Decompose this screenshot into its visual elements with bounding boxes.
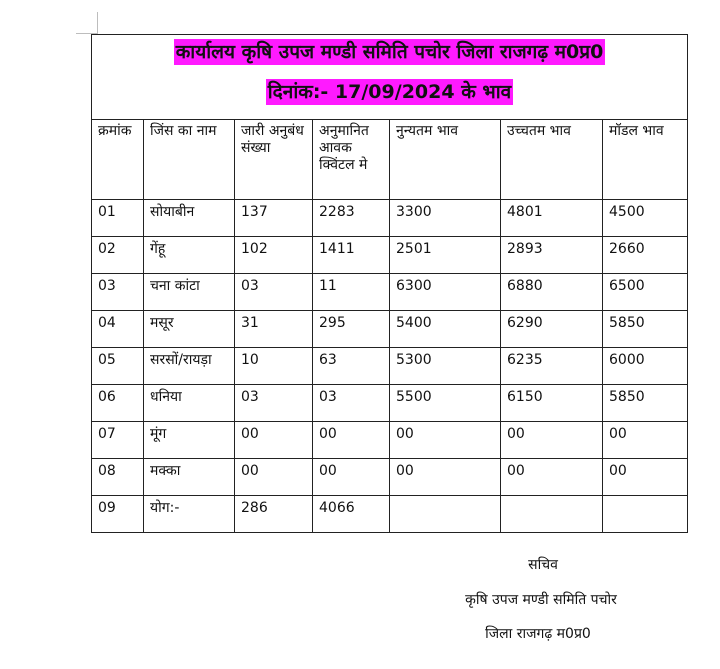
title-row (92, 35, 688, 120)
cell-contracts: 137 (235, 200, 313, 237)
cell-min-price: 5300 (390, 348, 501, 385)
cell-min-price (390, 496, 501, 533)
cell-commodity: मसूर (144, 311, 235, 348)
cell-arrival: 11 (313, 274, 390, 311)
cell-min-price: 00 (390, 459, 501, 496)
header-arrival: अनुमानित आवक क्विंटल मे (313, 120, 390, 200)
cell-min-price: 6300 (390, 274, 501, 311)
cell-serial: 05 (92, 348, 144, 385)
header-serial: क्रमांक (92, 120, 144, 200)
signatory-org: कृषि उपज मण्डी समिति पचोर (465, 592, 617, 608)
mandi-rates-table (91, 34, 688, 533)
cell-max-price: 00 (501, 422, 603, 459)
cell-arrival: 4066 (313, 496, 390, 533)
cell-min-price: 00 (390, 422, 501, 459)
cell-max-price (501, 496, 603, 533)
table-row (92, 348, 688, 385)
cell-serial: 07 (92, 422, 144, 459)
header-max-price: उच्चतम भाव (501, 120, 603, 200)
cell-arrival: 295 (313, 311, 390, 348)
cell-min-price: 5400 (390, 311, 501, 348)
header-contracts: जारी अनुबंध संख्या (235, 120, 313, 200)
cell-commodity: योग:- (144, 496, 235, 533)
cell-contracts: 10 (235, 348, 313, 385)
cell-modal-price: 4500 (603, 200, 688, 237)
cell-min-price: 3300 (390, 200, 501, 237)
cell-max-price: 6150 (501, 385, 603, 422)
cell-modal-price: 5850 (603, 385, 688, 422)
cell-arrival: 00 (313, 459, 390, 496)
cell-commodity: मूंग (144, 422, 235, 459)
cell-modal-price (603, 496, 688, 533)
cell-modal-price: 6000 (603, 348, 688, 385)
signatory-place: जिला राजगढ़ म0प्र0 (485, 626, 591, 642)
cell-modal-price: 00 (603, 422, 688, 459)
cell-contracts: 102 (235, 237, 313, 274)
total-row (92, 496, 688, 533)
cell-contracts: 03 (235, 385, 313, 422)
cell-max-price: 6235 (501, 348, 603, 385)
page-title: कार्यालय कृषि उपज मण्डी समिति पचोर जिला राजगढ़ म0प्र0 (175, 41, 604, 63)
cell-serial: 04 (92, 311, 144, 348)
cell-serial: 01 (92, 200, 144, 237)
cell-contracts: 00 (235, 422, 313, 459)
cell-contracts: 00 (235, 459, 313, 496)
table-row (92, 459, 688, 496)
cell-commodity: धनिया (144, 385, 235, 422)
cell-arrival: 00 (313, 422, 390, 459)
cell-serial: 06 (92, 385, 144, 422)
table-row (92, 274, 688, 311)
cell-arrival: 2283 (313, 200, 390, 237)
cell-modal-price: 00 (603, 459, 688, 496)
cell-max-price: 00 (501, 459, 603, 496)
cell-modal-price: 6500 (603, 274, 688, 311)
cell-serial: 08 (92, 459, 144, 496)
cell-commodity: चना कांटा (144, 274, 235, 311)
date-line: दिनांक:- 17/09/2024 के भाव (267, 81, 512, 103)
cell-contracts: 31 (235, 311, 313, 348)
cell-arrival: 63 (313, 348, 390, 385)
cell-max-price: 2893 (501, 237, 603, 274)
table-row (92, 311, 688, 348)
cell-serial: 03 (92, 274, 144, 311)
cell-arrival: 1411 (313, 237, 390, 274)
header-row (92, 120, 688, 200)
cell-contracts: 286 (235, 496, 313, 533)
cell-serial: 09 (92, 496, 144, 533)
cell-min-price: 2501 (390, 237, 501, 274)
header-modal-price: मॉडल भाव (603, 120, 688, 200)
cell-arrival: 03 (313, 385, 390, 422)
table-row (92, 422, 688, 459)
table-row (92, 385, 688, 422)
cell-max-price: 6290 (501, 311, 603, 348)
cell-max-price: 6880 (501, 274, 603, 311)
table-row (92, 237, 688, 274)
header-commodity: जिंस का नाम (144, 120, 235, 200)
cell-serial: 02 (92, 237, 144, 274)
cell-contracts: 03 (235, 274, 313, 311)
cell-commodity: गेंहू (144, 237, 235, 274)
cell-commodity: मक्का (144, 459, 235, 496)
cell-commodity: सरसों/रायड़ा (144, 348, 235, 385)
table-row (92, 200, 688, 237)
cell-modal-price: 2660 (603, 237, 688, 274)
title-cell (92, 35, 688, 120)
cell-max-price: 4801 (501, 200, 603, 237)
cell-min-price: 5500 (390, 385, 501, 422)
cell-commodity: सोयाबीन (144, 200, 235, 237)
signatory-designation: सचिव (528, 557, 558, 573)
page-corner-mark (97, 12, 98, 34)
header-min-price: नुन्यतम भाव (390, 120, 501, 200)
cell-modal-price: 5850 (603, 311, 688, 348)
